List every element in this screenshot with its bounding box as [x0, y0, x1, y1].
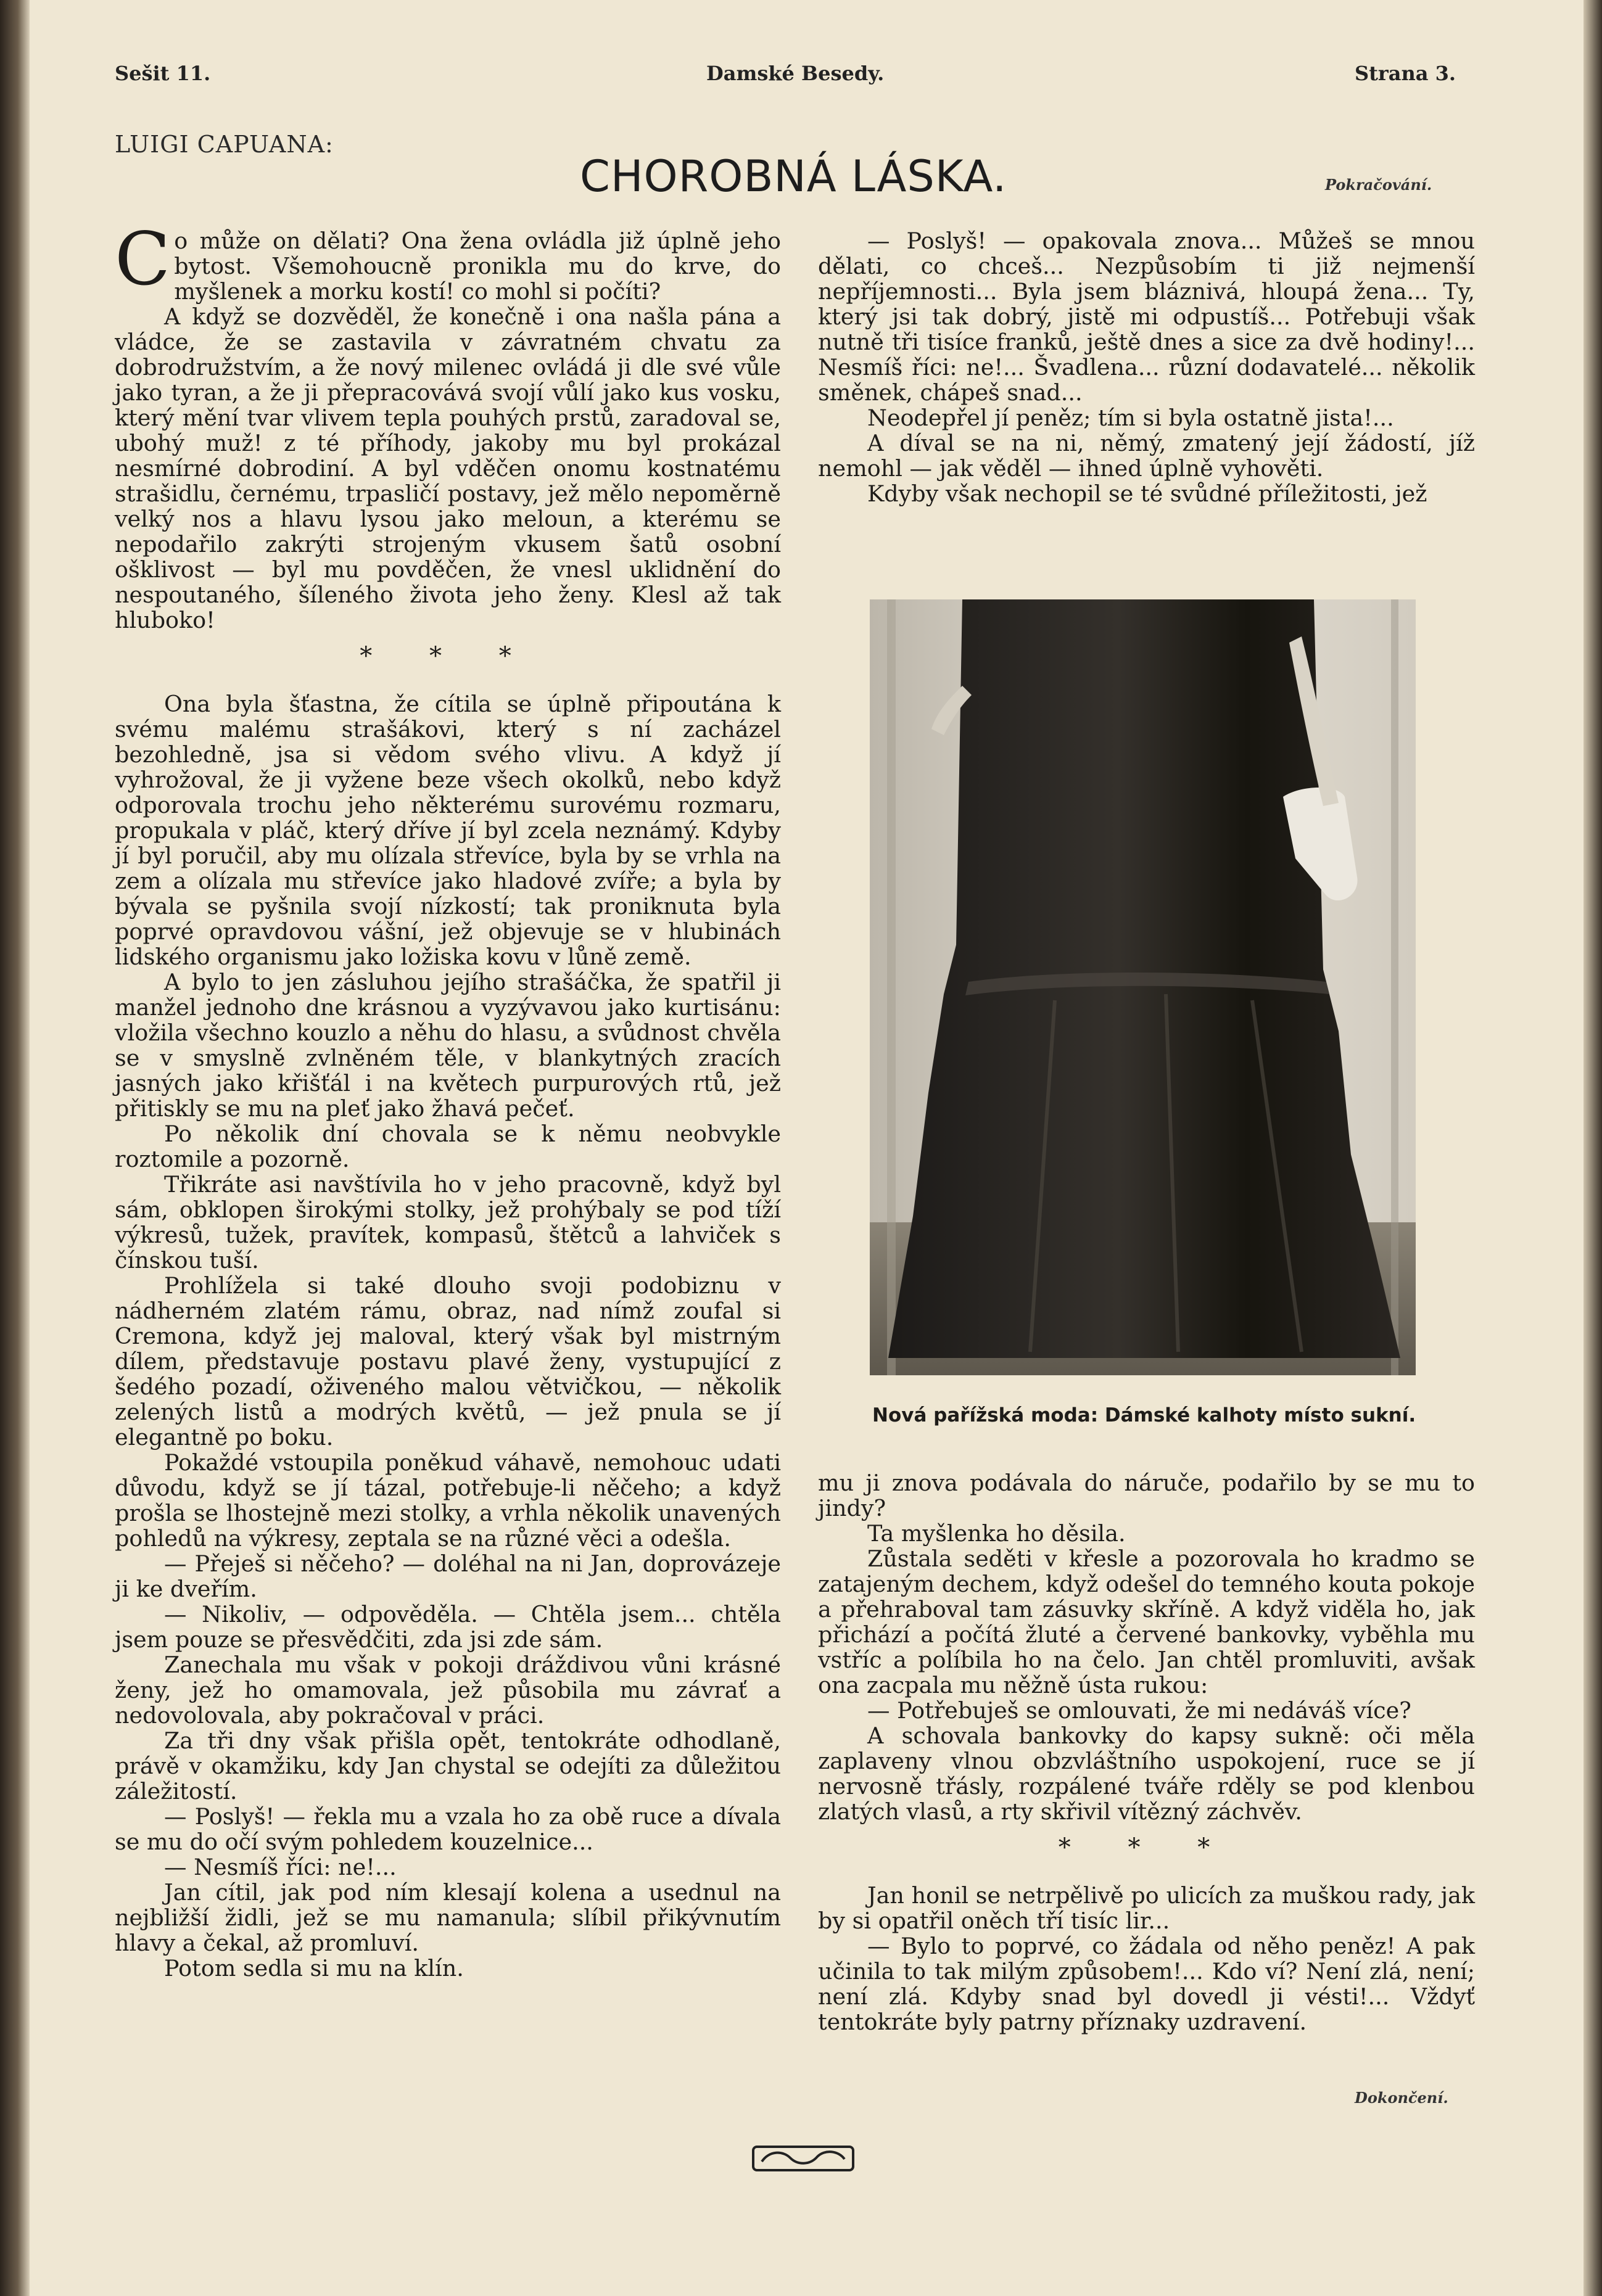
right-column-bottom — [818, 1470, 1475, 2035]
paragraph: Ona byla šťastna, že cítila se úplně připoutána k svému malému strašákovi, který s ní zacházel bezohledně, jsa si vědom svého vlivu. A když jí vyhrožoval, že ji vyžene beze všech okolků, nebo když odporovala trochu jeho některému surovému rozmaru, propukala v pláč, který dříve jí byl zcela neznámý. Kdyby jí byl poručil, aby mu olízala střevíce, byla by se vrhla na zem a olízala mu střevíce jako hladové zvíře; a byla by bývala se pyšnila svojí nízkostí; tak proniknuta byla poprvé opravdovou vášní, jež objevuje se v hlubinách lidského organismu jako ložiska kovu v lůně země. — [115, 691, 781, 970]
paragraph: Potom sedla si mu na klín. — [164, 1955, 464, 1981]
paragraph: Zůstala seděti v křesle a pozorovala ho kradmo se zatajeným dechem, když odešel do temného kouta pokoje a přehraboval tam zásuvky skříně. A když viděla ho, jak přichází a počítá žluté a červené bankovky, vyběhla mu vstříc a políbila ho na čelo. Jan chtěl promluviti, avšak ona zacpala mu něžně ústa rukou: — [818, 1545, 1475, 1698]
paragraph: Co může on dělati? Ona žena ovládla již úplně jeho bytost. Všemohoucně pronikla mu do krve, do myšlenek a morku kostí! co mohl si počíti? — [115, 216, 781, 305]
section-divider: * * * — [1058, 1833, 1235, 1862]
paragraph: Jan cítil, jak pod ním klesají kolena a usednul na nejbližší židli, jež se mu namanula; slíbil přikývnutím hlavy a čekal, až promluví. — [115, 1879, 781, 1956]
paragraph: A díval se na ni, němý, zmatený její žádostí, jíž nemohl — jak věděl — ihned úplně vyhověti. — [818, 430, 1475, 482]
article-title: CHOROBNÁ LÁSKA. — [580, 151, 1007, 202]
paragraph: Za tři dny však přišla opět, tentokráte odhodlaně, právě v okamžiku, kdy Jan chystal se odejíti za důležitou záležitostí. — [115, 1727, 781, 1804]
paragraph: — Nikoliv, — odpověděla. — Chtěla jsem... chtěla jsem pouze se přesvědčiti, zda jsi zde sám. — [115, 1601, 781, 1653]
header-magazine: Damské Besedy. — [706, 62, 885, 85]
drop-cap: C — [115, 216, 171, 302]
paragraph: Třikráte asi navštívila ho v jeho pracovně, když byl sám, obklopen širokými stolky, jež prohýbaly se pod tíží výkresů, tužek, pravítek, kompasů, štětců a lahviček s čínskou tuší. — [115, 1171, 781, 1273]
header-issue: Sešit 11. — [115, 62, 211, 85]
ending-note: Dokončení. — [1355, 2089, 1448, 2107]
ornament-icon — [751, 2143, 856, 2174]
paragraph: A bylo to jen zásluhou jejího strašáčka, že spatřil ji manžel jednoho dne krásnou a vyzývavou jako kurtisánu: vložila všechno kouzlo a něhu do hlasu, a svůdnost chvěla se v smyslně zvlněném těle, v blankytných zracích jasných jako křišťál i na květech purpurových rtů, jež přitiskly se mu na pleť jako žhavá pečeť. — [115, 969, 781, 1122]
paragraph: — Poslyš! — řekla mu a vzala ho za obě ruce a dívala se mu do očí svým pohledem kouzelnice... — [115, 1803, 781, 1855]
fashion-photo — [870, 599, 1416, 1375]
header-page: Strana 3. — [1355, 62, 1456, 85]
right-column-top — [818, 228, 1475, 506]
paragraph: Po několik dní chovala se k němu neobvykle roztomile a pozorně. — [115, 1121, 781, 1172]
section-divider: * * * — [360, 642, 536, 670]
continued-note: Pokračování. — [1325, 176, 1432, 194]
paragraph: Ta myšlenka ho děsila. — [867, 1520, 1126, 1547]
paragraph: — Poslyš! — opakovala znova... Můžeš se mnou dělati, co chceš... Nezpůsobím ti již nejmenší nepříjemnosti... Byla jsem bláznivá, hloupá žena... Ty, který jsi tak dobrý, jistě mi odpustíš... Potřebuji však nutně tři tisíce franků, ještě dnes a sice za dvě hodiny!... Nesmíš říci: ne!... Švadlena... různí dodavatelé... několik směnek, chápeš snad... — [818, 228, 1475, 406]
paragraph: — Nesmíš říci: ne!... — [164, 1854, 397, 1880]
paragraph: — Přeješ si něčeho? — doléhal na ni Jan, doprovázeje ji ke dveřím. — [115, 1550, 781, 1602]
paragraph: mu ji znova podávala do náruče, podařilo by se mu to jindy? — [818, 1470, 1475, 1521]
paragraph: Jan honil se netrpělivě po ulicích za muškou rady, jak by si opatřil oněch tří tisíc lir... — [818, 1882, 1475, 1934]
paragraph: Pokaždé vstoupila poněkud váhavě, nemohouc udati důvodu, když se jí tázal, potřebuje-li něčeho; a když prošla se lhostejně mezi stolky, a vrhla několik unavených pohledů na výkresy, zeptala se na různé věci a odešla. — [115, 1449, 781, 1552]
author: LUIGI CAPUANA: — [115, 131, 334, 158]
paragraph: Zanechala mu však v pokoji dráždivou vůni krásné ženy, jež ho omamovala, jež působila mu závrať a nedovolovala, aby pokračoval v práci. — [115, 1652, 781, 1729]
paragraph: Kdyby však nechopil se té svůdné příležitosti, jež — [867, 480, 1427, 507]
left-column — [115, 216, 781, 1981]
photo-image — [870, 599, 1416, 1375]
paragraph: Neodepřel jí peněz; tím si byla ostatně jista!... — [867, 405, 1394, 431]
paragraph: A když se dozvěděl, že konečně i ona našla pána a vládce, že se zastavila v závratném chvatu za dobrodružstvím, a že nový milenec ovládá ji dle své vůle jako tyran, a že ji přepracovává svojí vůlí jako kus vosku, který mění tvar vlivem tepla pouhých prstů, zaradoval se, ubohý muž! z té příhody, jakoby mu byl prokázal nesmírné dobrodiní. A byl vděčen onomu kostnatému strašidlu, černému, trpasličí postavy, jež mělo nepoměrně velký nos a hlavu lysou jako meloun, a kterému se nepodařilo zakrýti strojeným vkusem šatů osobní ošklivost — byl mu povděčen, že vnesl uklidnění do nespoutaného, šíleného života jeho ženy. Klesl až tak hluboko! — [115, 303, 781, 633]
paragraph: — Potřebuješ se omlouvati, že mi nedáváš více? — [867, 1697, 1411, 1724]
paragraph: A schovala bankovky do kapsy sukně: oči měla zaplaveny vlnou obzvláštního uspokojení, ruce se jí nervosně třásly, rozpálené tváře rděly se pod klenbou zlatých vlasů, a rty skřivil vítězný záchvěv. — [818, 1722, 1475, 1825]
paragraph: Prohlížela si také dlouho svoji podobiznu v nádherném zlatém rámu, obraz, nad nímž zoufal si Cremona, když jej maloval, který však byl mistrným dílem, představuje postavu plavé ženy, vystupující z šedého pozadí, oživeného malou větvičkou, — několik zelených listů a modrých květů, — jež pnula se jí elegantně po boku. — [115, 1272, 781, 1450]
photo-caption: Nová pařížská moda: Dámské kalhoty místo sukní. — [872, 1404, 1416, 1426]
paragraph: — Bylo to poprvé, co žádala od něho peněz! A pak učinila to tak milým způsobem!... Kdo ví? Není zlá, není; není zlá. Kdyby snad byl dovedl ji vésti!... Vždyť tentokráte byly patrny příznaky uzdravení. — [818, 1933, 1475, 2035]
